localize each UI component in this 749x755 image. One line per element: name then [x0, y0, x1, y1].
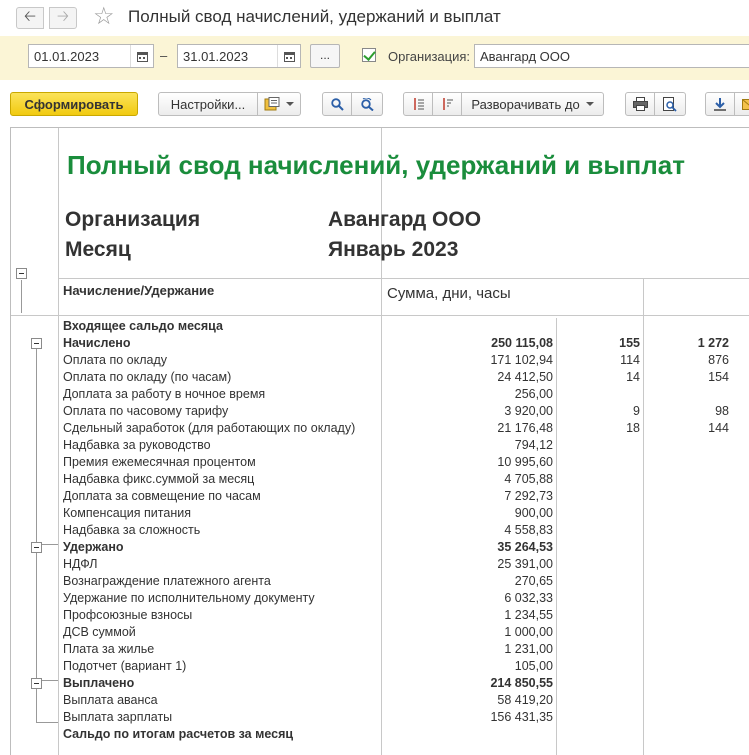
- collapse-group-icon[interactable]: [31, 678, 42, 689]
- row-name: Оплата по окладу (по часам): [63, 370, 232, 384]
- org-value: Авангард ООО: [328, 208, 482, 231]
- row-name: Начислено: [63, 336, 131, 350]
- row-name: Вознаграждение платежного агента: [63, 574, 271, 588]
- row-sum: 156 431,35: [490, 710, 553, 724]
- row-sum: 3 920,00: [504, 404, 553, 418]
- row-hours: 154: [708, 370, 729, 384]
- envelope-icon: [742, 99, 749, 110]
- row-name: Надбавка за руководство: [63, 438, 211, 452]
- arrow-left-icon: 🡠: [23, 7, 37, 25]
- table-row[interactable]: [11, 590, 749, 607]
- table-row[interactable]: [11, 641, 749, 658]
- expand-to-button[interactable]: [461, 92, 604, 116]
- expand-to-label: Разворачивать до: [471, 96, 580, 112]
- table-row[interactable]: [11, 488, 749, 505]
- row-sum: 10 995,60: [497, 455, 553, 469]
- row-sum: 35 264,53: [497, 540, 553, 554]
- date-separator: –: [160, 48, 168, 63]
- printer-icon: [633, 97, 648, 111]
- row-sum: 1 234,55: [504, 608, 553, 622]
- row-sum: 105,00: [514, 659, 553, 673]
- row-name: Доплата за совмещение по часам: [63, 489, 261, 503]
- row-name: НДФЛ: [63, 557, 98, 571]
- back-button[interactable]: [16, 7, 44, 29]
- row-name: Профсоюзные взносы: [63, 608, 193, 622]
- search-next-icon: [360, 98, 374, 111]
- report-variants-icon: [264, 97, 280, 111]
- find-next-button[interactable]: [351, 92, 383, 116]
- table-row[interactable]: [11, 471, 749, 488]
- table-row[interactable]: [11, 318, 749, 335]
- row-hours: 98: [715, 404, 729, 418]
- row-sum: 6 032,33: [504, 591, 553, 605]
- table-row[interactable]: [11, 539, 749, 556]
- grid-line: [11, 315, 749, 316]
- title-bar: [0, 0, 749, 36]
- collapse-levels-icon: [412, 97, 425, 111]
- tree-line: [21, 280, 22, 313]
- row-sum: 900,00: [514, 506, 553, 520]
- variants-button[interactable]: [257, 92, 301, 116]
- row-name: Удержание по исполнительному документу: [63, 591, 315, 605]
- save-button[interactable]: [705, 92, 735, 116]
- find-button[interactable]: [322, 92, 352, 116]
- print-preview-button[interactable]: [654, 92, 686, 116]
- table-row[interactable]: [11, 709, 749, 726]
- row-name: Плата за жилье: [63, 642, 155, 656]
- row-name: Выплачено: [63, 676, 135, 690]
- report-title: Полный свод начислений, удержаний и выплат: [67, 150, 685, 180]
- row-sum: 21 176,48: [497, 421, 553, 435]
- calendar-icon[interactable]: [130, 45, 153, 67]
- row-name: Выплата аванса: [63, 693, 158, 707]
- row-sum: 25 391,00: [497, 557, 553, 571]
- organization-label: Организация:: [388, 49, 471, 64]
- table-row[interactable]: [11, 403, 749, 420]
- table-row[interactable]: [11, 624, 749, 641]
- grid-line: [58, 278, 749, 279]
- row-days: 114: [620, 353, 640, 367]
- forward-button[interactable]: [49, 7, 77, 29]
- row-hours: 876: [708, 353, 729, 367]
- org-label: Организация: [65, 208, 201, 231]
- table-row[interactable]: [11, 556, 749, 573]
- table-row[interactable]: [11, 335, 749, 352]
- row-name: Оплата по окладу: [63, 353, 168, 367]
- row-name: Премия ежемесячная процентом: [63, 455, 256, 469]
- table-row[interactable]: [11, 420, 749, 437]
- row-hours: 1 272: [697, 336, 729, 350]
- row-sum: 250 115,08: [491, 336, 553, 350]
- row-days: 14: [626, 370, 640, 384]
- month-label: Месяц: [65, 238, 131, 261]
- table-row[interactable]: [11, 352, 749, 369]
- row-name: Надбавка фикс.суммой за месяц: [63, 472, 255, 486]
- column-header-name: Начисление/Удержание: [63, 283, 215, 298]
- row-sum: 7 292,73: [504, 489, 553, 503]
- row-sum: 214 850,55: [490, 676, 553, 690]
- organization-field[interactable]: Авангард ООО: [474, 44, 749, 68]
- arrow-right-icon: 🡢: [56, 7, 70, 25]
- row-sum: 4 705,88: [504, 472, 553, 486]
- chevron-down-icon: [586, 102, 594, 106]
- row-hours: 144: [708, 421, 729, 435]
- row-sum: 1 231,00: [504, 642, 553, 656]
- favorite-star-icon[interactable]: ☆: [93, 3, 115, 30]
- table-row[interactable]: [11, 437, 749, 454]
- row-name: Сдельный заработок (для работающих по окладу): [63, 421, 356, 435]
- row-name: Компенсация питания: [63, 506, 191, 520]
- table-row[interactable]: [11, 607, 749, 624]
- download-icon: [713, 97, 727, 111]
- toolbar: [0, 80, 749, 126]
- print-preview-icon: [663, 97, 677, 112]
- print-button[interactable]: [625, 92, 655, 116]
- date-to-value: 31.01.2023: [183, 49, 249, 64]
- row-name: Надбавка за сложность: [63, 523, 201, 537]
- row-name: Выплата зарплаты: [63, 710, 173, 724]
- row-name: ДСВ суммой: [63, 625, 136, 639]
- row-days: 18: [626, 421, 640, 435]
- row-sum: 794,12: [514, 438, 553, 452]
- row-sum: 256,00: [514, 387, 553, 401]
- collapse-group-icon[interactable]: [31, 338, 42, 349]
- table-row[interactable]: [11, 369, 749, 386]
- row-sum: 171 102,94: [490, 353, 553, 367]
- collapse-group-icon[interactable]: [31, 542, 42, 553]
- row-name: Оплата по часовому тарифу: [63, 404, 229, 418]
- table-row[interactable]: [11, 522, 749, 539]
- row-sum: 1 000,00: [504, 625, 553, 639]
- settings-button[interactable]: Настройки...: [158, 92, 258, 116]
- send-email-button[interactable]: [734, 92, 749, 116]
- report-spreadsheet[interactable]: [10, 127, 749, 755]
- row-name: Доплата за работу в ночное время: [63, 387, 266, 401]
- expand-levels-icon: [441, 97, 454, 111]
- period-select-button[interactable]: ...: [310, 44, 340, 68]
- row-sum: 24 412,50: [497, 370, 553, 384]
- date-from-value: 01.01.2023: [34, 49, 100, 64]
- expand-groups-button[interactable]: [432, 92, 462, 116]
- row-sum: 4 558,83: [504, 523, 553, 537]
- month-value: Январь 2023: [328, 238, 459, 261]
- table-row[interactable]: [11, 658, 749, 675]
- row-name: Сальдо по итогам расчетов за месяц: [63, 727, 294, 741]
- table-row[interactable]: [11, 386, 749, 403]
- table-row[interactable]: [11, 692, 749, 709]
- table-row[interactable]: [11, 675, 749, 692]
- row-name: Подотчет (вариант 1): [63, 659, 187, 673]
- table-row[interactable]: [11, 505, 749, 522]
- date-from-field[interactable]: [28, 44, 154, 68]
- organization-checkbox[interactable]: [362, 48, 376, 62]
- row-days: 9: [633, 404, 640, 418]
- row-name: Входящее сальдо месяца: [63, 319, 223, 333]
- parameters-panel: [0, 36, 749, 80]
- table-row[interactable]: [11, 726, 749, 743]
- row-name: Удержано: [63, 540, 124, 554]
- row-days: 155: [619, 336, 640, 350]
- row-sum: 270,65: [514, 574, 553, 588]
- collapse-group-icon[interactable]: [16, 268, 27, 279]
- chevron-down-icon: [286, 102, 294, 106]
- window-title: Полный свод начислений, удержаний и выплат: [128, 7, 501, 26]
- date-to-field[interactable]: [177, 44, 301, 68]
- table-row[interactable]: [11, 454, 749, 471]
- search-icon: [331, 98, 344, 111]
- column-header-sum: Сумма, дни, часы: [387, 285, 511, 302]
- collapse-groups-button[interactable]: [403, 92, 433, 116]
- table-row[interactable]: [11, 573, 749, 590]
- calendar-icon[interactable]: [277, 45, 300, 67]
- row-sum: 58 419,20: [497, 693, 553, 707]
- generate-button[interactable]: Сформировать: [10, 92, 138, 116]
